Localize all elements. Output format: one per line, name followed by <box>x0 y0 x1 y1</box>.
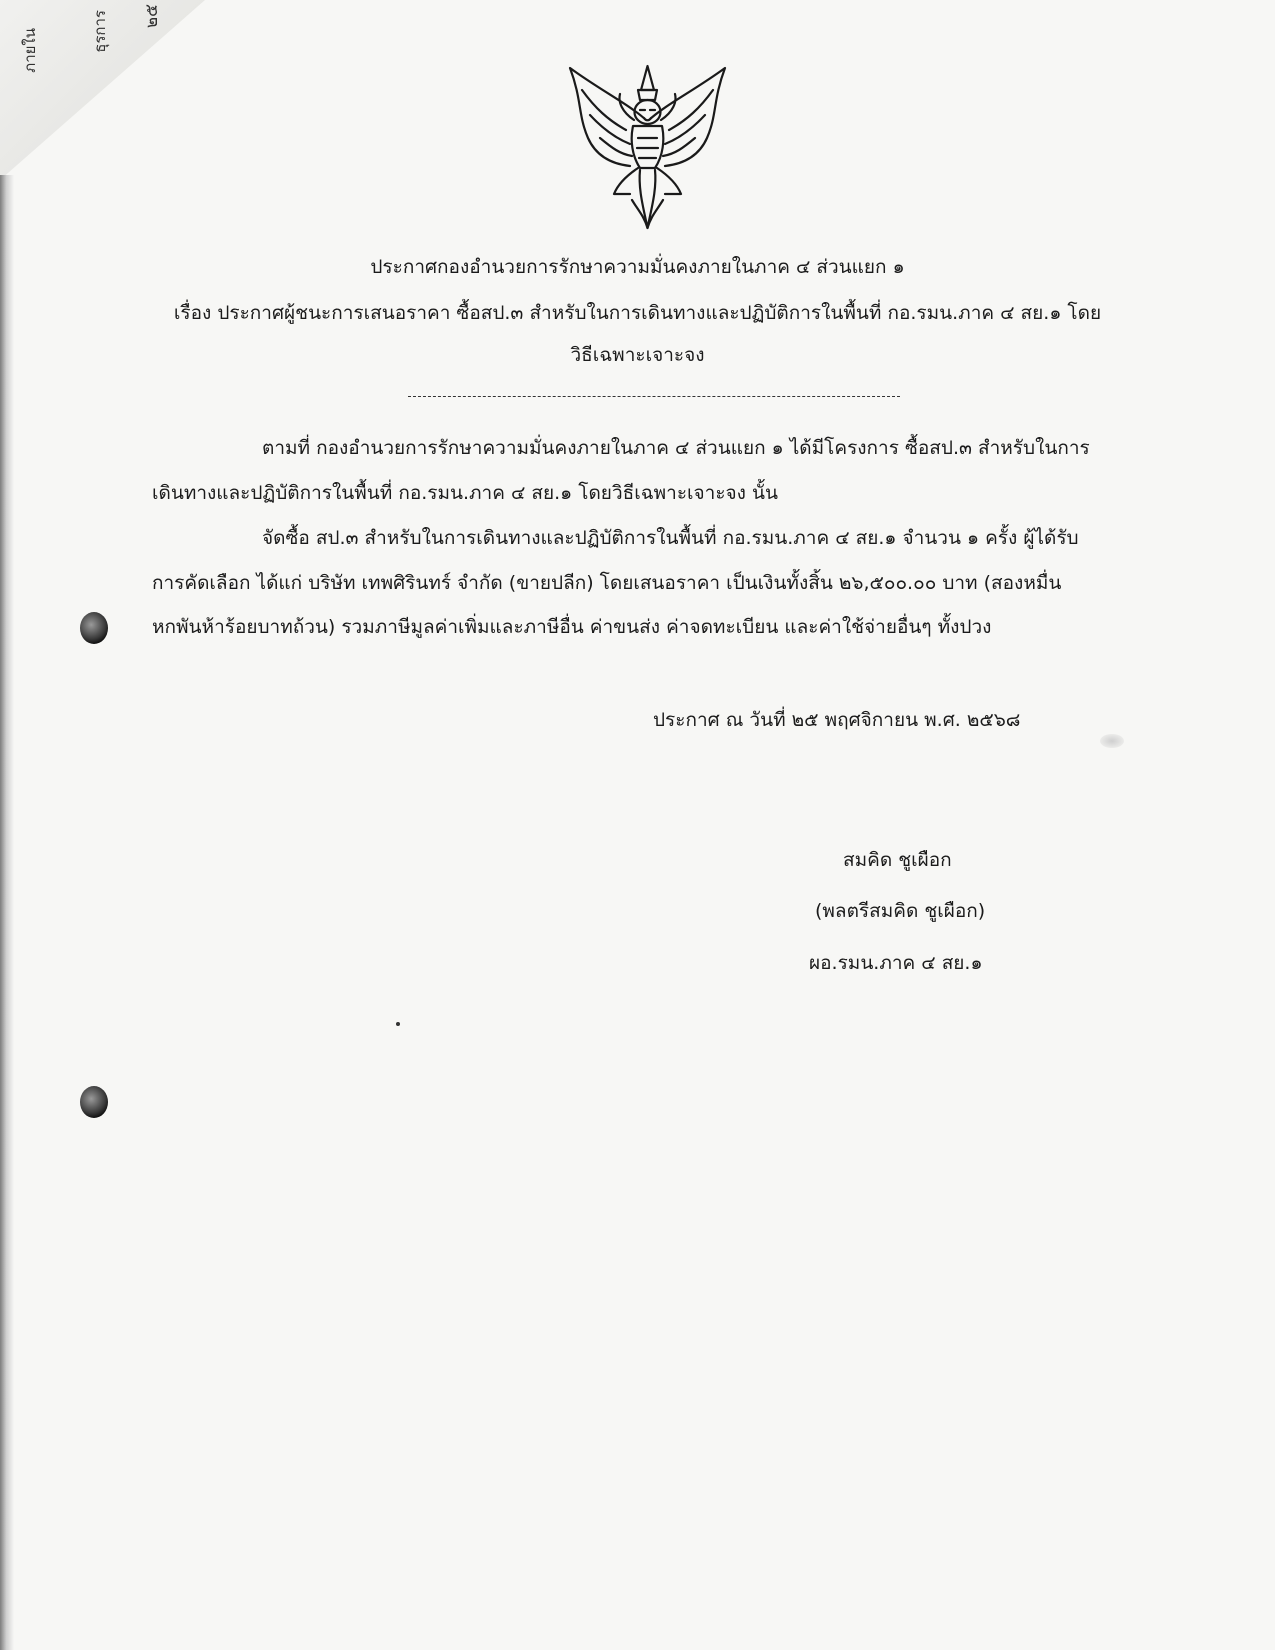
scan-smudge <box>1100 734 1124 748</box>
margin-stamp-number: ๒๕ <box>142 4 162 29</box>
paragraph-2-line-3: หกพันห้าร้อยบาทถ้วน) รวมภาษีมูลค่าเพิ่มและภาษีอื่น ค่าขนส่ง ค่าจดทะเบียน และค่าใช้จ่ายอื่นๆ ทั้งปวง <box>152 616 992 638</box>
punch-hole <box>80 612 108 644</box>
scan-edge-shadow <box>0 175 14 1650</box>
signature-position: ผอ.รมน.ภาค ๔ สย.๑ <box>809 952 983 974</box>
garuda-emblem-icon <box>560 60 735 235</box>
announcement-subject-line-1: เรื่อง ประกาศผู้ชนะการเสนอราคา ซื้อสป.๓ สำหรับในการเดินทางและปฏิบัติการในพื้นที่ กอ.รมน.ภาค ๔ สย.๑ โดย <box>173 302 1102 324</box>
paragraph-1-line-1: ตามที่ กองอำนวยการรักษาความมั่นคงภายในภาค ๔ ส่วนแยก ๑ ได้มีโครงการ ซื้อสป.๓ สำหรับในการ <box>262 437 1090 459</box>
announcement-title: ประกาศกองอำนวยการรักษาความมั่นคงภายในภาค ๔ ส่วนแยก ๑ <box>370 256 905 278</box>
margin-stamp-admin: ธุรการ <box>91 10 109 53</box>
announcement-date: ประกาศ ณ วันที่ ๒๕ พฤศจิกายน พ.ศ. ๒๕๖๘ <box>653 709 1021 731</box>
paragraph-2-line-2: การคัดเลือก ได้แก่ บริษัท เทพศิรินทร์ จำกัด (ขายปลีก) โดยเสนอราคา เป็นเงินทั้งสิ้น ๒๖,๕๐๐.๐๐ บาท (สองหมื่น <box>152 572 1062 594</box>
signature-name: สมคิด ชูเผือก <box>843 849 952 871</box>
signature-full-name: (พลตรีสมคิด ชูเผือก) <box>815 900 986 922</box>
paragraph-2-line-1: จัดซื้อ สป.๓ สำหรับในการเดินทางและปฏิบัติการในพื้นที่ กอ.รมน.ภาค ๔ สย.๑ จำนวน ๑ ครั้ง ผู้ได้รับ <box>262 527 1079 549</box>
announcement-subject-line-2: วิธีเฉพาะเจาะจง <box>570 344 705 366</box>
punch-hole <box>80 1086 108 1118</box>
divider-line <box>408 396 900 397</box>
paragraph-1-line-2: เดินทางและปฏิบัติการในพื้นที่ กอ.รมน.ภาค ๔ สย.๑ โดยวิธีเฉพาะเจาะจง นั้น <box>152 482 778 504</box>
scan-speck <box>396 1022 400 1026</box>
margin-stamp-internal: ภายใน <box>21 28 39 73</box>
